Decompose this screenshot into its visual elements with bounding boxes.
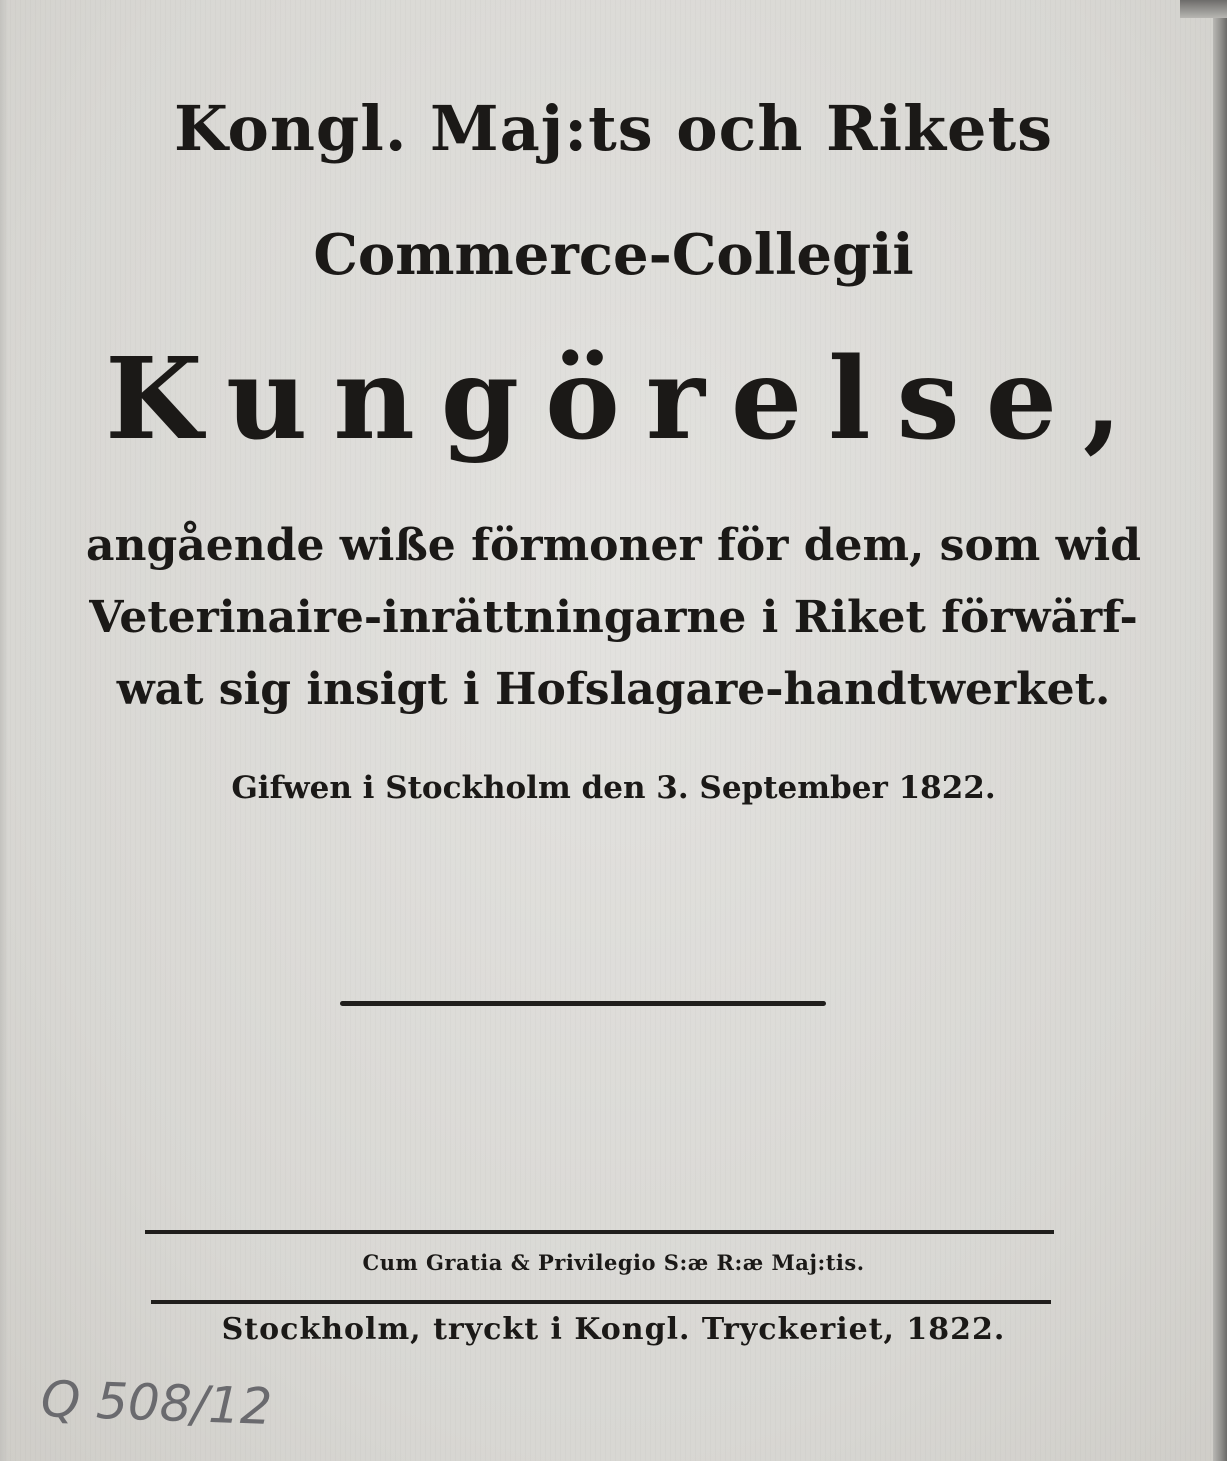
subject-line-1: angående wiße förmoner för dem, som wid bbox=[85, 520, 1142, 571]
imprint-rule-top bbox=[145, 1230, 1054, 1234]
subject-line-2: Veterinaire-inrättningarne i Riket förwärf- bbox=[89, 592, 1138, 643]
center-rule-divider bbox=[340, 1001, 826, 1006]
subject-line-3: wat sig insigt i Hofslagare-handtwerket. bbox=[116, 664, 1111, 715]
page-top-corner bbox=[1180, 0, 1227, 18]
imprint-line: Stockholm, tryckt i Kongl. Tryckeriet, 1822. bbox=[221, 1312, 1006, 1347]
imprint-rule-bottom bbox=[151, 1300, 1051, 1304]
heading-line-1: Kongl. Maj:ts och Rikets bbox=[173, 92, 1054, 165]
heading-line-2: Commerce-Collegii bbox=[313, 222, 914, 288]
page-right-edge bbox=[1213, 0, 1227, 1461]
privilege-line: Cum Gratia & Privilegio S:æ R:æ Maj:tis. bbox=[362, 1250, 865, 1275]
main-title: Kungörelse, bbox=[105, 334, 1148, 465]
page-left-shadow bbox=[0, 0, 8, 1461]
date-line: Gifwen i Stockholm den 3. September 1822. bbox=[231, 770, 996, 806]
handwritten-shelfmark: Q 508/12 bbox=[39, 1370, 274, 1437]
